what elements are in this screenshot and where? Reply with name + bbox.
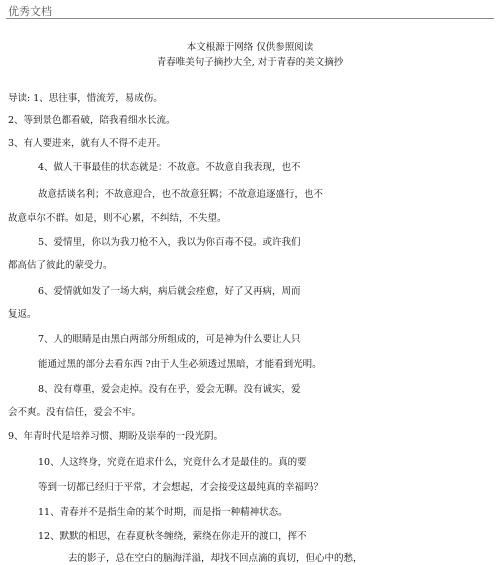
body-line: 能通过黑的部分去看东西 ?由于人生必须透过黑暗，才能看到光明。	[38, 359, 322, 370]
body-line: 11、青春并不是指生命的某个时期，而是指一种精神状态。	[38, 507, 288, 518]
header-brand: 优秀文档	[8, 5, 52, 18]
body-line: 6、爱情就如发了一场大病，病后就会痊愈，好了又再病，周而	[38, 286, 301, 297]
body-line: 去的影子，总在空白的脑海洋溢，却找不回点滴的真切，但心中的愁，	[68, 553, 363, 564]
body-line: 会不爽。没有信任，爱会不牢。	[8, 407, 142, 418]
body-line: 8、没有尊重，爱会走掉。没有在乎，爱会无聊。没有诚实，爱	[38, 384, 301, 395]
body-line: 故意括谈名利；不故意迎合，也不故意狂羁；不故意追逐盛行，也不	[38, 189, 324, 200]
body-line: 5、爱情里，你以为我刀枪不入，我以为你百毒不侵。或许我们	[38, 237, 301, 248]
header-divider	[6, 18, 494, 19]
body-line: 9、年青时代是培养习惯、期盼及崇奉的一段光阴。	[8, 431, 224, 442]
body-line: 7、人的眼睛是由黑白两部分所组成的，可是神为什么要让人只	[38, 334, 301, 345]
document-title-line-2: 青春唯美句子摘抄大全, 对于青春的美文摘抄	[156, 57, 344, 68]
body-line: 12、默默的相思，在春夏秋冬缠绕，萦绕在你走开的渡口，挥不	[38, 531, 307, 542]
body-line: 2、等到景色都看破，陪我看细水长流。	[8, 115, 176, 126]
body-line: 3、有人要进来，就有人不得不走开。	[8, 138, 167, 149]
body-line: 等到一切都已经归于平常，才会想起，才会接受这最纯真的幸福吗？	[38, 482, 324, 493]
body-line: 故意卓尔不群。如是，则不心累，不纠结，不失望。	[8, 213, 227, 224]
body-line: 复返。	[8, 309, 37, 320]
body-line: 导读: 1、思往事，惜流芳，易成伤。	[8, 93, 163, 104]
document-title-line-1: 本文根源于网络 仅供参照阅读	[186, 42, 314, 53]
body-line: 4、做人干事最佳的状态就是：不故意。不故意自我表现，也不	[38, 162, 301, 173]
body-line: 都高估了彼此的蒙受力。	[8, 260, 113, 271]
body-line: 10、人这终身，究竟在追求什么，究竟什么才是最佳的。真的要	[38, 457, 307, 468]
